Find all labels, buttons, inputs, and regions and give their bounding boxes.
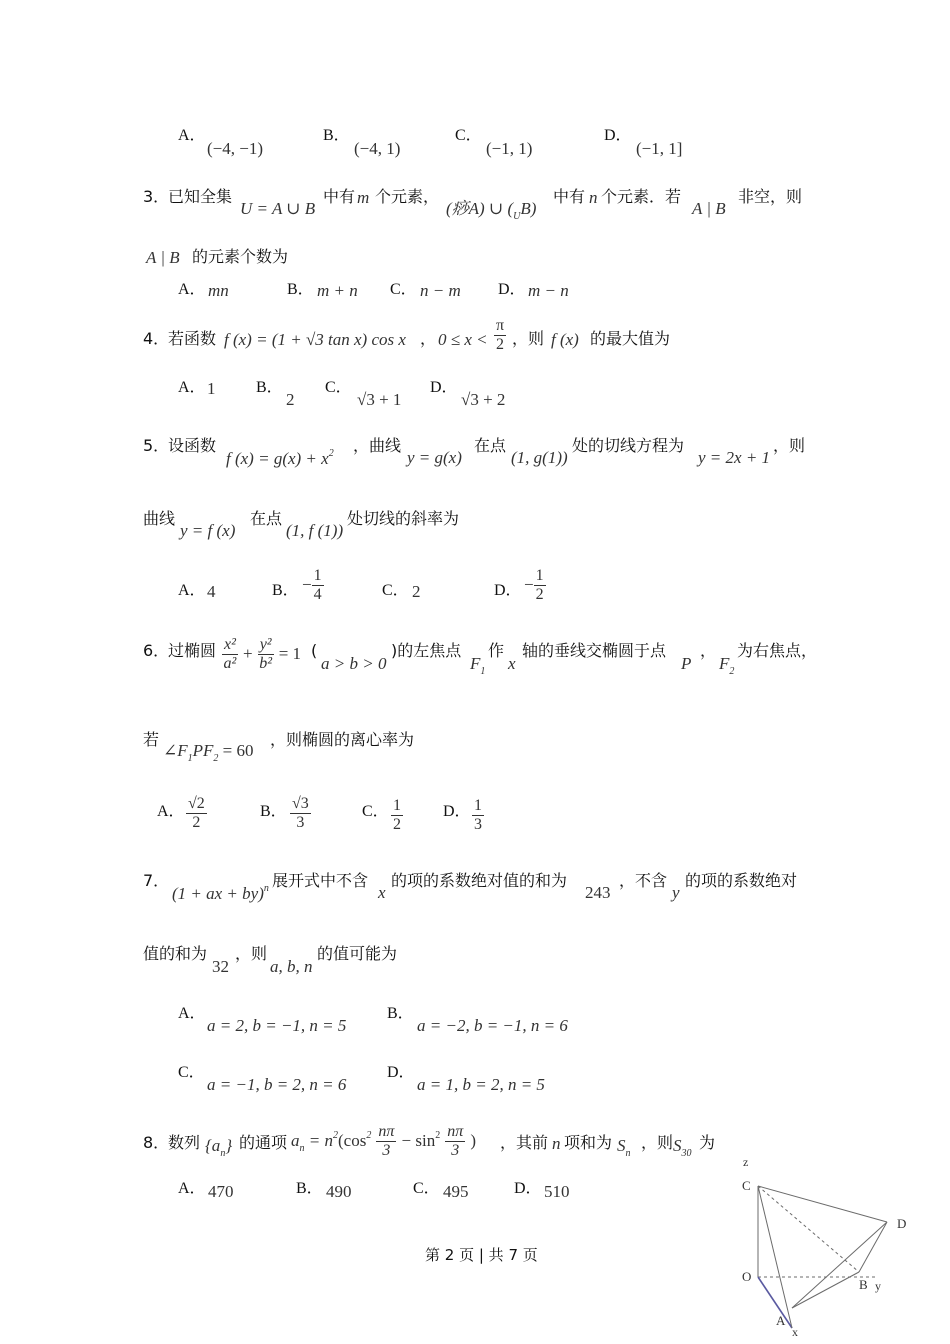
q3-number: 3． (143, 187, 170, 206)
q3-text-7: 的元素个数为 (192, 247, 289, 266)
q7-option-d-label: D． (387, 1064, 415, 1081)
q4-option-d: √3 + 2 (461, 390, 506, 409)
edge-cd (758, 1186, 887, 1222)
q8-Sn: $S_n$ (617, 1136, 631, 1159)
q5-math-2: y = g(x) (407, 448, 462, 467)
q3-option-d-label: D． (498, 281, 526, 298)
label-O: O (742, 1269, 752, 1284)
q5-math-3: (1, g(1)) (511, 448, 568, 467)
q8-option-a: 470 (208, 1182, 234, 1201)
q5-option-a-label: A． (178, 582, 206, 599)
q6-option-a-label: A． (157, 803, 185, 820)
q4-number: 4． (143, 329, 170, 348)
q4-option-c: √3 + 1 (357, 390, 402, 409)
q3-text-5: 个元素．若 (601, 187, 682, 206)
q6-paren-open: ( (311, 641, 318, 660)
q7-option-b-label: B． (387, 1005, 414, 1022)
q7-value-243: 243 (585, 883, 611, 902)
q5-option-c-label: C． (382, 582, 409, 599)
q2-option-b-label: B． (323, 127, 350, 144)
label-y: y (875, 1279, 881, 1293)
q7-text-4: 的项的系数绝对 (685, 871, 798, 890)
q7-number: 7． (143, 871, 170, 890)
q6-text-7: 若 (143, 730, 160, 749)
q7-text-7: 的值可能为 (317, 944, 398, 963)
q2-option-d: (−1, 1] (636, 139, 683, 158)
q3-n: n (589, 188, 598, 207)
q6-ellipse-equation: $\frac{\text{x²}}{\text{a²}}$ + $\frac{\text{y²}}{\text{b²}}$ = 1 (223, 636, 302, 672)
q8-option-b: 490 (326, 1182, 352, 1201)
q2-option-c: (−1, 1) (486, 139, 533, 158)
tetrahedron-figure (735, 1150, 915, 1340)
q4-math-1: f (x) = (1 + √3 tan x) cos x (224, 330, 406, 349)
q3-text-1: 已知全集 (168, 187, 233, 206)
q6-option-d: $\frac{1}{3}$ (474, 797, 482, 833)
q5-text-8: 处切线的斜率为 (347, 509, 460, 528)
q2-option-b: (−4, 1) (354, 139, 401, 158)
q7-text-5: 值的和为 (143, 944, 208, 963)
q5-text-6: 曲线 (143, 509, 176, 528)
q7-y: y (672, 883, 680, 902)
label-B: B (859, 1277, 868, 1292)
q7-abn: a, b, n (270, 957, 313, 976)
q5-option-a: 4 (207, 582, 216, 601)
q4-text-3: ，则 (512, 329, 545, 348)
q8-general-term: $a_n = n^2(\cos^2$ $\frac{n\pi}{3}$ − $\sin^2$ $\frac{n\pi}{3}$ ) (291, 1123, 477, 1159)
q7-option-a: a = 2, b = −1, n = 5 (207, 1016, 347, 1035)
edge-cb (758, 1186, 859, 1272)
q3-option-b-label: B． (287, 281, 314, 298)
q3-m: m (357, 188, 370, 207)
q7-option-a-label: A． (178, 1005, 206, 1022)
q4-option-b: 2 (286, 390, 295, 409)
q5-text-1: 设函数 (168, 436, 217, 455)
page-footer: 第 2 页 | 共 7 页 (425, 1246, 538, 1264)
q6-text-6: 为右焦点， (737, 641, 818, 660)
q6-option-b-label: B． (260, 803, 287, 820)
q5-math-1: f $(x) = g(x) + x^2$ (226, 448, 334, 468)
q8-text-3: ，其前 (500, 1133, 549, 1152)
q3-text-2: 中有 (323, 187, 356, 206)
q7-option-c-label: C． (178, 1064, 205, 1081)
q4-text-1: 若函数 (168, 329, 217, 348)
q4-option-b-label: B． (256, 379, 283, 396)
q8-option-c: 495 (443, 1182, 469, 1201)
q3-option-a-label: A． (178, 281, 206, 298)
q5-option-d: − $\frac{1}{2}$ (524, 567, 544, 603)
q6-option-c: $\frac{1}{2}$ (393, 797, 401, 833)
q8-n: n (552, 1134, 561, 1153)
q3-math-2: (痧A) ∪ $(_UB)$ (446, 199, 537, 222)
label-x: x (792, 1325, 798, 1339)
q5-option-b-label: B． (272, 582, 299, 599)
q3-option-d: m − n (528, 281, 569, 300)
q5-option-d-label: D． (494, 582, 522, 599)
x-axis (758, 1277, 792, 1328)
q8-text-6: 为 (699, 1133, 716, 1152)
q8-text-1: 数列 (168, 1133, 201, 1152)
q4-text-4: 的最大值为 (590, 329, 671, 348)
q7-option-d: a = 1, b = 2, n = 5 (417, 1075, 545, 1094)
q5-math-4: y = 2x + 1 (698, 448, 771, 467)
q7-option-b: a = −2, b = −1, n = 6 (417, 1016, 568, 1035)
q4-option-d-label: D． (430, 379, 458, 396)
q7-text-6: ，则 (235, 944, 268, 963)
q8-number: 8． (143, 1133, 170, 1152)
q3-option-a: mn (208, 281, 229, 300)
q7-text-1: 展开式中不含 (272, 871, 369, 890)
q6-P: P (681, 654, 692, 673)
q2-option-a-label: A． (178, 127, 206, 144)
q4-math-3: f (x) (551, 330, 579, 349)
q3-option-c-label: C． (390, 281, 417, 298)
q3-math-3: A | B (692, 199, 726, 218)
q3-math-1: U = A ∪ B (240, 199, 316, 218)
q8-option-a-label: A． (178, 1180, 206, 1197)
q8-option-c-label: C． (413, 1180, 440, 1197)
q6-option-b: $\frac{√3}{3}$ (292, 795, 309, 831)
q7-text-3: ，不含 (619, 871, 668, 890)
q3-math-4: A | B (146, 248, 180, 267)
q2-option-d-label: D． (604, 127, 632, 144)
q5-text-7: 在点 (250, 509, 283, 528)
q6-angle: $\angle F_1PF_2 = 60$ (163, 741, 254, 764)
q5-math-5: y = f (x) (180, 521, 236, 540)
q6-option-a: $\frac{√2}{2}$ (188, 795, 205, 831)
q8-option-b-label: B． (296, 1180, 323, 1197)
q6-F1: $F_1$ (470, 654, 486, 677)
q8-text-5: ，则 (641, 1133, 674, 1152)
edge-ca (758, 1186, 792, 1328)
q8-option-d-label: D． (514, 1180, 542, 1197)
label-z: z (743, 1155, 749, 1169)
label-D: D (897, 1216, 907, 1231)
q3-option-c: n − m (420, 281, 461, 300)
q6-text-3: 作 (488, 641, 505, 660)
q7-value-32: 32 (212, 957, 229, 976)
q5-text-2: ，曲线 (353, 436, 402, 455)
label-C: C (742, 1178, 751, 1193)
q5-option-b: − $\frac{1}{4}$ (302, 567, 322, 603)
q6-text-8: ，则椭圆的离心率为 (270, 730, 415, 749)
q6-number: 6． (143, 641, 170, 660)
q4-fraction-pi-over-2: $\frac{\pi}{2}$ (496, 317, 505, 353)
q6-text-4: 轴的垂线交椭圆于点 (522, 641, 667, 660)
q5-math-6: (1, f (1)) (286, 521, 344, 540)
q6-text-5: ， (700, 641, 717, 660)
q3-text-4: 中有 (553, 187, 586, 206)
q8-text-2: 的通项 (239, 1133, 288, 1152)
q5-number: 5． (143, 436, 170, 455)
q8-sequence: $\{a_n\}$ (205, 1136, 233, 1159)
edge-ad (792, 1222, 887, 1308)
q4-option-c-label: C． (325, 379, 352, 396)
edge-bd (859, 1222, 887, 1272)
q4-option-a: 1 (207, 379, 216, 398)
q8-option-d: 510 (544, 1182, 570, 1201)
q3-text-3: 个元素， (375, 187, 440, 206)
q7-math-1: (1 + ax + by)$^n$ (172, 883, 269, 903)
label-A: A (776, 1313, 786, 1328)
q4-text-2: ， (420, 329, 437, 348)
q6-option-c-label: C． (362, 803, 389, 820)
q7-x: x (378, 883, 386, 902)
q5-text-5: ，则 (773, 436, 806, 455)
q5-text-3: 在点 (474, 436, 507, 455)
q6-condition: a > b > 0 (321, 654, 387, 673)
q7-text-2: 的项的系数绝对值的和为 (391, 871, 568, 890)
q6-text-2: )的左焦点 (391, 641, 462, 660)
q6-option-d-label: D． (443, 803, 471, 820)
q3-text-6: 非空，则 (738, 187, 803, 206)
q8-S30: $S_{30}$ (673, 1136, 692, 1159)
q7-option-c: a = −1, b = 2, n = 6 (207, 1075, 347, 1094)
q4-option-a-label: A． (178, 379, 206, 396)
q3-option-b: m + n (317, 281, 358, 300)
q6-F2: $F_2$ (719, 654, 735, 677)
q8-text-4: 项和为 (564, 1133, 613, 1152)
q6-text-1: 过椭圆 (168, 641, 217, 660)
q5-option-c: 2 (412, 582, 421, 601)
q5-text-4: 处的切线方程为 (572, 436, 685, 455)
q2-option-c-label: C． (455, 127, 482, 144)
q4-math-2: 0 ≤ x < (438, 330, 488, 349)
q6-x: x (508, 654, 516, 673)
q2-option-a: (−4, −1) (207, 139, 263, 158)
